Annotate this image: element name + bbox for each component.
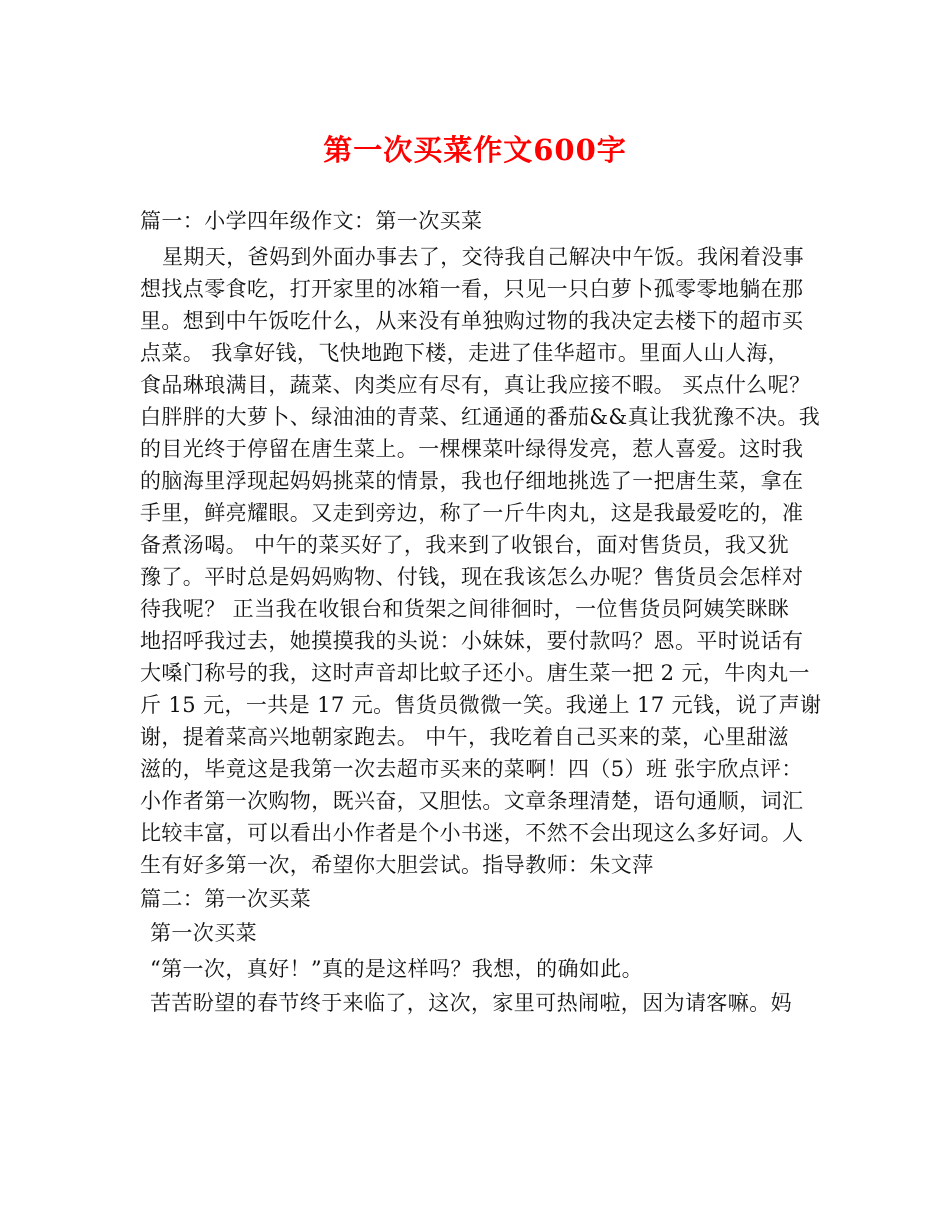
section-heading-2: 篇二：第一次买菜 xyxy=(140,887,312,911)
paragraph-1-line: 滋的，毕竟这是我第一次去超市买来的菜啊！四（5）班 张宇欣点评： xyxy=(140,757,803,781)
paragraph-1-line: 想找点零食吃，打开家里的冰箱一看，只见一只白萝卜孤零零地躺在那 xyxy=(140,277,804,301)
paragraph-3-line: 苦苦盼望的春节终于来临了，这次，家里可热闹啦，因为请客嘛。妈 xyxy=(150,991,792,1015)
paragraph-2-line: “第一次，真好！”真的是这样吗？我想，的确如此。 xyxy=(150,957,644,981)
paragraph-1-line: 小作者第一次购物，既兴奋，又胆怯。文章条理清楚，语句通顺，词汇 xyxy=(140,789,804,813)
paragraph-1-line: 点菜。 我拿好钱，飞快地跑下楼，走进了佳华超市。里面人山人海， xyxy=(140,341,790,365)
section-heading-1: 篇一：小学四年级作文：第一次买菜 xyxy=(140,209,483,233)
paragraph-1-line: 星期天，爸妈到外面办事去了，交待我自己解决中午饭。我闲着没事 xyxy=(162,245,804,269)
paragraph-1-line: 比较丰富，可以看出小作者是个小书迷，不然不会出现这么多好词。人 xyxy=(140,821,804,845)
paragraph-1-line: 大嗓门称号的我，这时声音却比蚊子还小。唐生菜一把 2 元，牛肉丸一 xyxy=(140,661,810,685)
paragraph-1-line: 豫了。平时总是妈妈购物、付钱，现在我该怎么办呢？售货员会怎样对 xyxy=(140,565,804,589)
document-title: 第一次买菜作文600字 xyxy=(323,133,627,167)
paragraph-1-line: 手里，鲜亮耀眼。又走到旁边，称了一斤牛肉丸，这是我最爱吃的，准 xyxy=(140,501,804,525)
paragraph-1-line: 生有好多第一次，希望你大胆尝试。指导教师：朱文萍 xyxy=(140,853,654,877)
paragraph-1-line: 的目光终于停留在唐生菜上。一棵棵菜叶绿得发亮，惹人喜爱。这时我 xyxy=(140,437,804,461)
paragraph-1-line: 斤 15 元，一共是 17 元。售货员微微一笑。我递上 17 元钱，说了声谢 xyxy=(140,693,822,717)
paragraph-1-line: 里。想到中午饭吃什么，从来没有单独购过物的我决定去楼下的超市买 xyxy=(140,309,804,333)
paragraph-1-line: 备煮汤喝。 中午的菜买好了，我来到了收银台，面对售货员，我又犹 xyxy=(140,533,790,557)
paragraph-1-line: 白胖胖的大萝卜、绿油油的青菜、红通通的番茄&&真让我犹豫不决。我 xyxy=(140,405,821,429)
paragraph-1-line: 的脑海里浮现起妈妈挑菜的情景，我也仔细地挑选了一把唐生菜，拿在 xyxy=(140,469,804,493)
paragraph-1-line: 食品琳琅满目，蔬菜、肉类应有尽有，真让我应接不暇。 买点什么呢？ xyxy=(140,373,811,397)
paragraph-1-line: 谢，提着菜高兴地朝家跑去。 中午，我吃着自己买来的菜，心里甜滋 xyxy=(140,725,790,749)
paragraph-1-line: 地招呼我过去，她摸摸我的头说：小妹妹，要付款吗？恩。平时说话有 xyxy=(140,629,804,653)
paragraph-1-line: 待我呢？ 正当我在收银台和货架之间徘徊时，一位售货员阿姨笑眯眯 xyxy=(140,597,790,621)
section-2-subtitle: 第一次买菜 xyxy=(150,921,257,945)
